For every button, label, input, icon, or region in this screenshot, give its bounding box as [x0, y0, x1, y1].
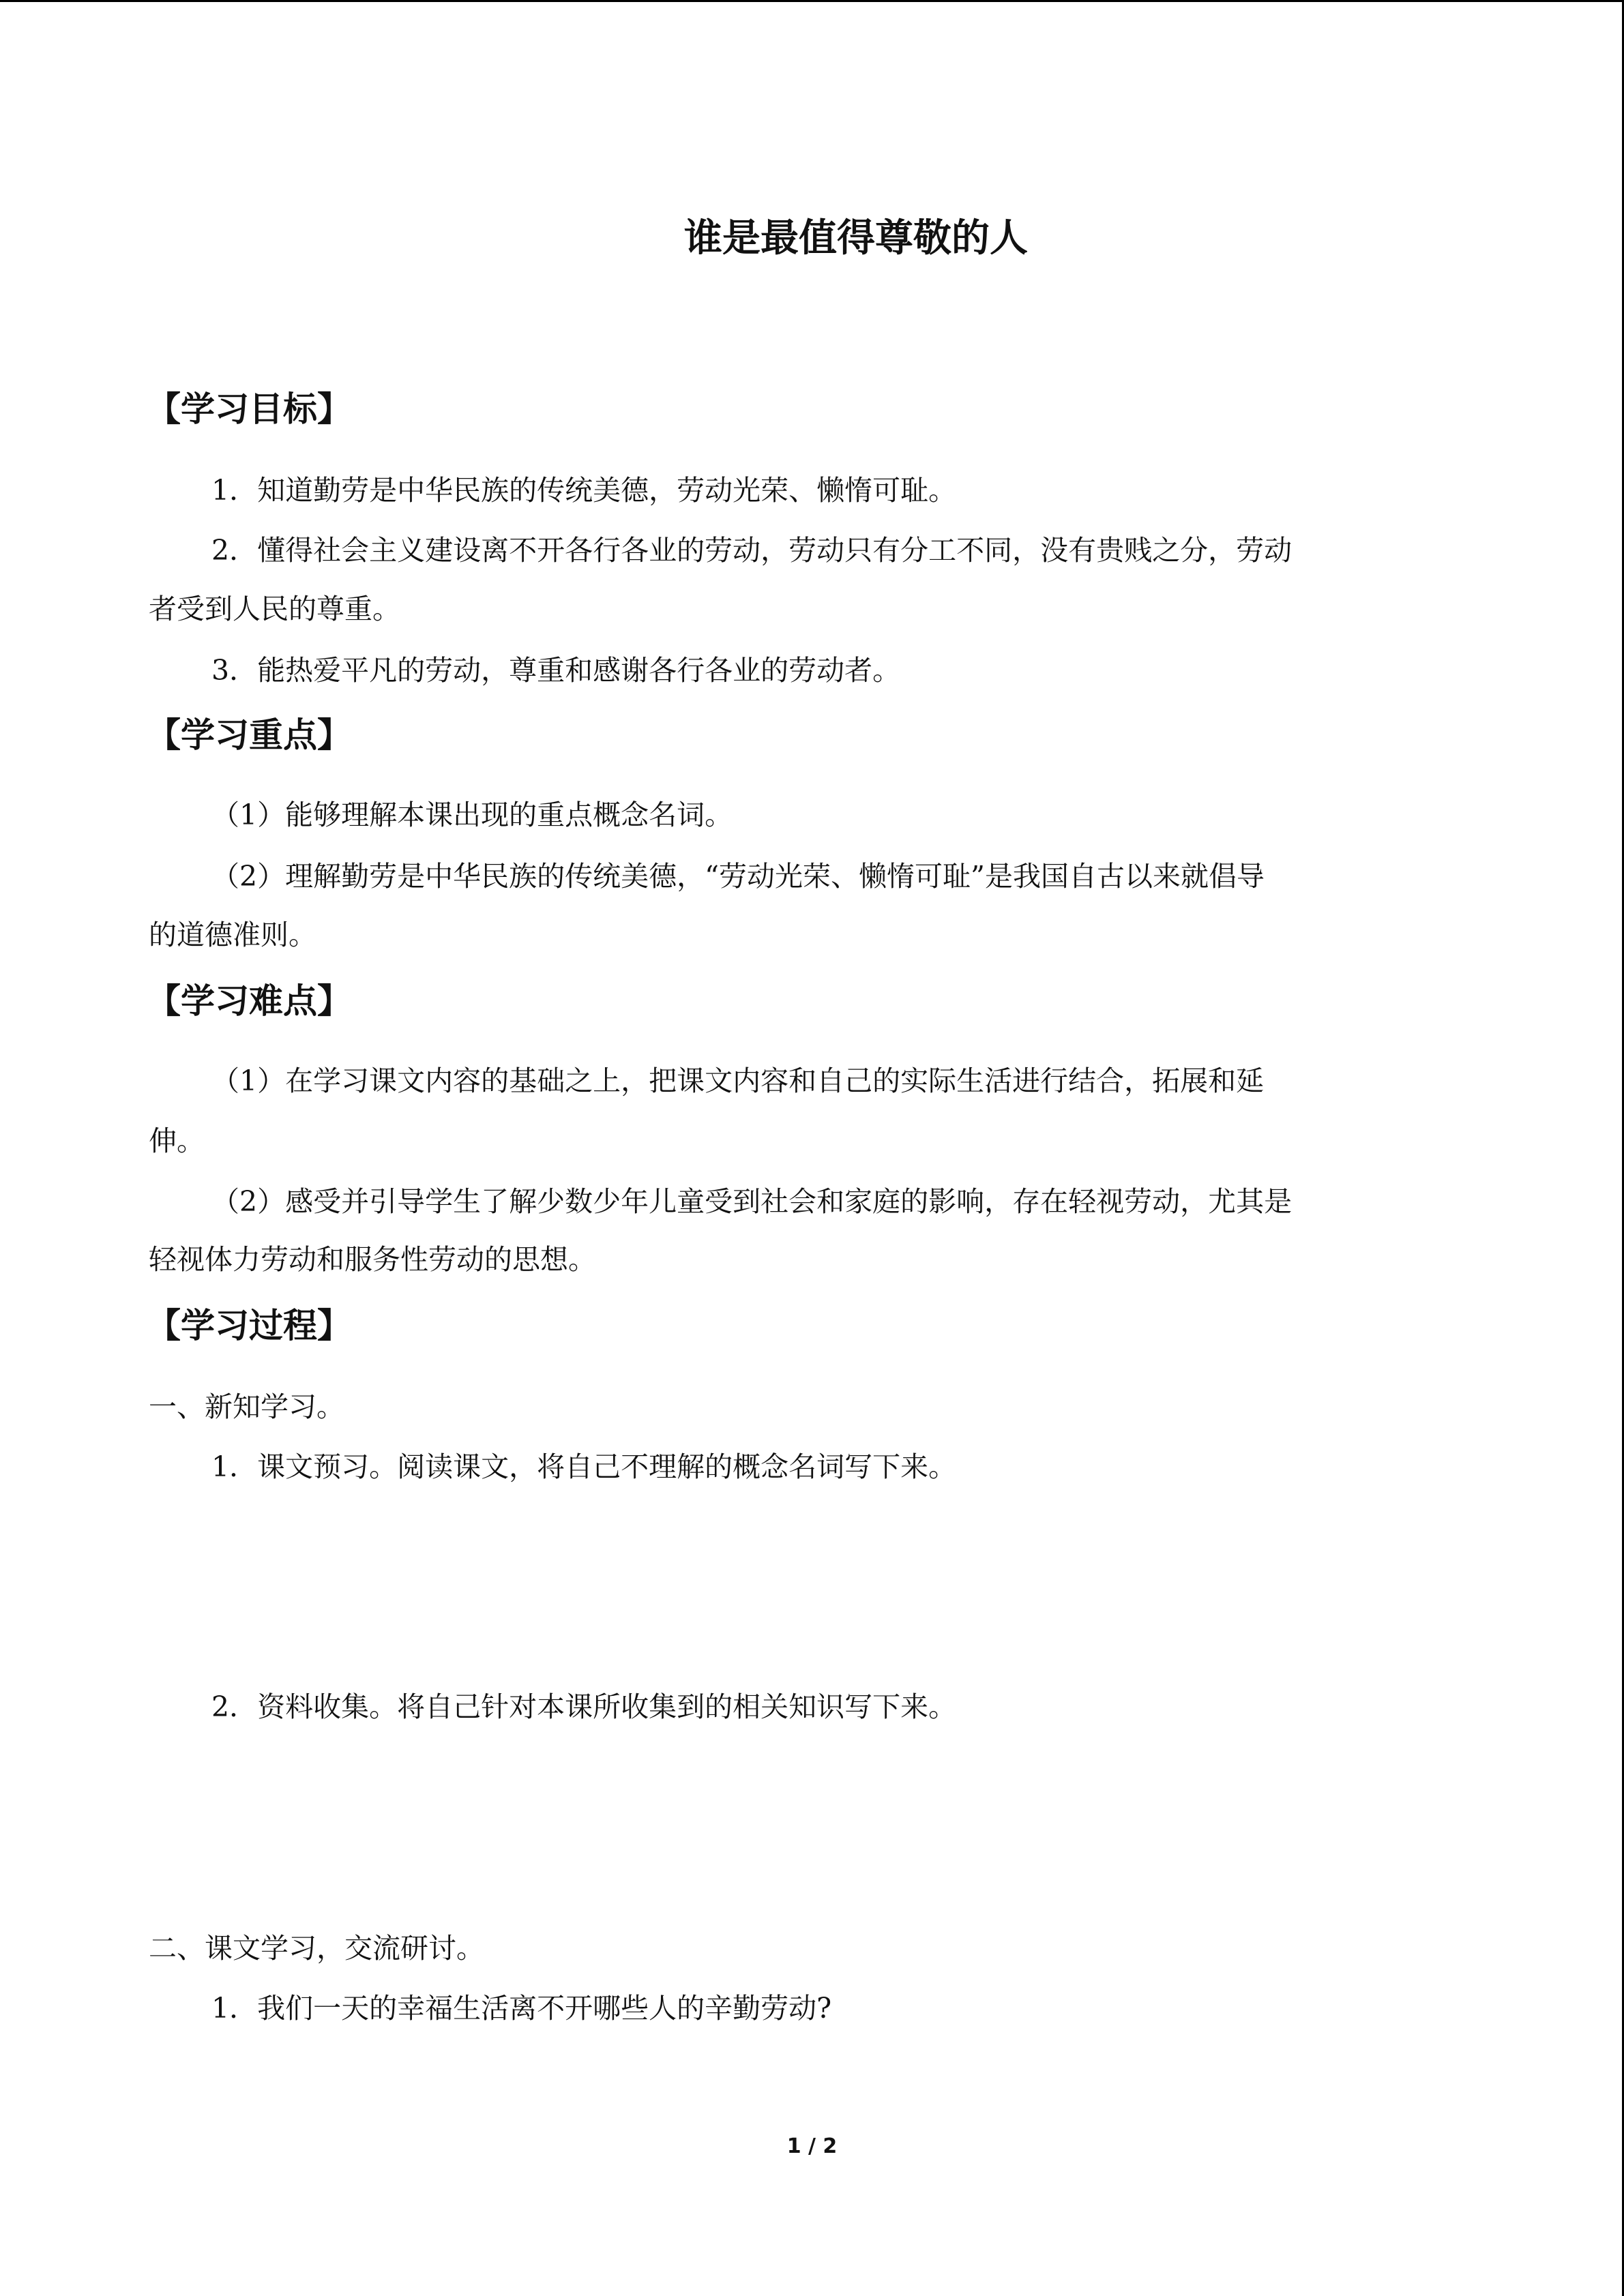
key-point-1: （1）能够理解本课出现的重点概念名词。	[211, 799, 733, 831]
key-point-2-line-2: 的道德准则。	[149, 919, 316, 951]
difficulty-2-line-1: （2）感受并引导学生了解少数少年儿童受到社会和家庭的影响，存在轻视劳动，尤其是	[211, 1185, 1293, 1218]
difficulty-2-line-2: 轻视体力劳动和服务性劳动的思想。	[149, 1243, 596, 1276]
goal-item-2-line-1: 2．懂得社会主义建设离不开各行各业的劳动，劳动只有分工不同，没有贵贱之分，劳动	[211, 534, 1293, 567]
goal-item-3: 3．能热爱平凡的劳动，尊重和感谢各行各业的劳动者。	[211, 654, 901, 687]
section-2-heading: 二、课文学习，交流研讨。	[149, 1932, 484, 1965]
document-title: 谁是最值得尊敬的人	[684, 216, 1028, 260]
section-2-item-1: 1．我们一天的幸福生活离不开哪些人的辛勤劳动?	[211, 1992, 832, 2025]
goal-item-2-line-2: 者受到人民的尊重。	[149, 593, 400, 625]
page-border-top	[0, 0, 1624, 2]
heading-learning-process: 【学习过程】	[147, 1306, 351, 1345]
heading-difficulties: 【学习难点】	[147, 981, 351, 1021]
section-1-heading: 一、新知学习。	[149, 1390, 344, 1423]
difficulty-1-line-2: 伸。	[149, 1124, 205, 1157]
section-1-item-2: 2．资料收集。将自己针对本课所收集到的相关知识写下来。	[211, 1690, 957, 1723]
section-1-item-1: 1．课文预习。阅读课文，将自己不理解的概念名词写下来。	[211, 1450, 957, 1483]
difficulty-1-line-1: （1）在学习课文内容的基础之上，把课文内容和自己的实际生活进行结合，拓展和延	[211, 1064, 1265, 1097]
heading-learning-goals: 【学习目标】	[147, 389, 351, 429]
goal-item-1: 1．知道勤劳是中华民族的传统美德，劳动光荣、懒惰可耻。	[211, 474, 957, 507]
key-point-2-line-1: （2）理解勤劳是中华民族的传统美德，“劳动光荣、懒惰可耻”是我国自古以来就倡导	[211, 860, 1265, 893]
page-number: 1 / 2	[786, 2134, 838, 2158]
heading-key-points: 【学习重点】	[147, 715, 351, 755]
